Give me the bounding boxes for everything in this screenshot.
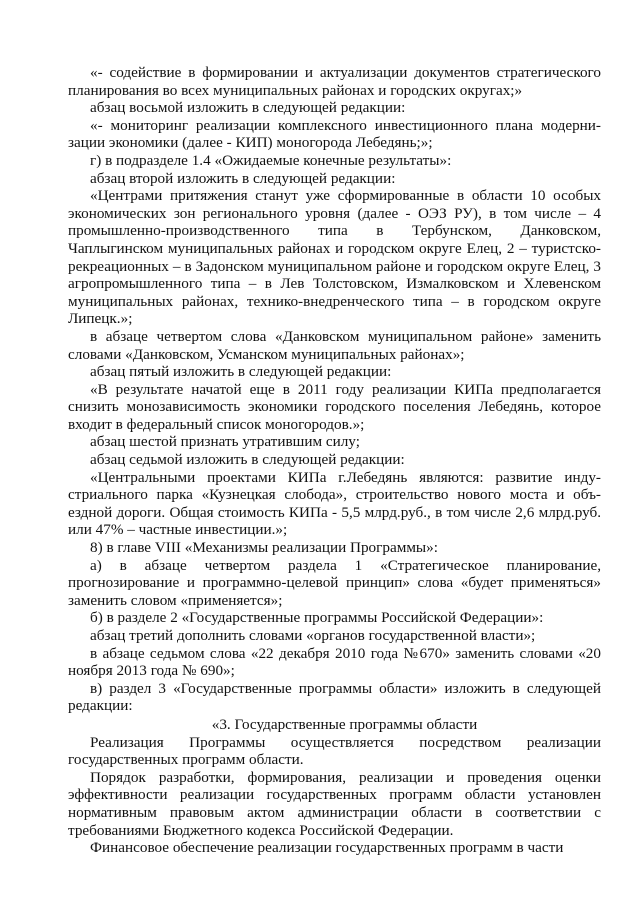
paragraph: Порядок разработки, формирования, реализации и проведения оценки эффективности реализации государственных программ области установлен нормативным правовым актом администрации области в соответствии с требованиями Бюджетного кодекса Российской Федерации. — [68, 768, 601, 839]
document-page — [68, 64, 601, 857]
paragraph: «Центральными проектами КИПа г.Лебедянь являются: развитие инду-стриального парка «Кузнецкая слобода», строительство нового моста и объ-ездной дороги. Общая стоимость КИПа - 5,5 млрд.руб., в том числе 2,6 млрд.руб. или 47% – частные инвестиции.»; — [68, 468, 601, 539]
section-heading: «3. Государственные программы области — [211, 715, 478, 733]
paragraph: «В результате начатой еще в 2011 году реализации КИПа предполагается снизить монозависимость экономики городского поселения Лебедянь, которое входит в федеральный список моногородов.»; — [68, 380, 601, 433]
paragraph: абзац третий дополнить словами «органов государственной власти»; — [90, 627, 536, 644]
paragraph: 8) в главе VIII «Механизмы реализации Программы»: — [90, 539, 438, 557]
paragraph: Финансовое обеспечение реализации государственных программ в части — [90, 839, 564, 857]
paragraph: в абзаце четвертом слова «Данковском муниципальном районе» заменить словами «Данковском, Усманском муниципальных районах»; — [68, 327, 601, 363]
paragraph: «- мониторинг реализации комплексного инвестиционного плана модерни-зации экономики (далее - КИП) моногорода Лебедянь;»; — [68, 116, 601, 152]
paragraph: абзац восьмой изложить в следующей редакции: — [90, 99, 406, 117]
paragraph: г) в подразделе 1.4 «Ожидаемые конечные результаты»: — [90, 151, 452, 169]
paragraph: абзац шестой признать утратившим силу; — [90, 433, 360, 451]
paragraph: абзац второй изложить в следующей редакции: — [90, 169, 396, 187]
paragraph: Реализация Программы осуществляется посредством реализации государственных программ области. — [68, 733, 601, 769]
paragraph: б) в разделе 2 «Государственные программы Российской Федерации»: — [90, 609, 544, 627]
paragraph: в абзаце седьмом слова «22 декабря 2010 года №670» заменить словами «20 ноября 2013 года № 690»; — [68, 644, 601, 680]
paragraph: абзац пятый изложить в следующей редакции: — [90, 363, 392, 381]
paragraph: «Центрами притяжения станут уже сформированные в области 10 особых экономических зон регионального уровня (далее - ОЭЗ РУ), в том числе – 4 промышленно-производственного типа в Тербунском, Данковском, Чаплыгинском муниципальных районах и городском округе Елец, 2 – туристско-рекреационных – в Задонском муниципальном районе и городском округе Елец, 3 агропромышленного типа – в Лев Толстовском, Измалковском и Хлевенском муниципальных районах, технико-внедренческого типа – в городском округе Липецк.»; — [68, 187, 601, 328]
paragraph: «- содействие в формировании и актуализации документов стратегического планирования во всех муниципальных районах и городских округах;» — [68, 64, 601, 99]
paragraph: абзац седьмой изложить в следующей редакции: — [90, 451, 405, 469]
paragraph: в) раздел 3 «Государственные программы области» изложить в следующей редакции: — [68, 679, 601, 715]
paragraph: а) в абзаце четвертом раздела 1 «Стратегическое планирование, прогнозирование и программно-целевой принцип» слова «будет применяться» заменить словом «применяется»; — [68, 556, 601, 609]
